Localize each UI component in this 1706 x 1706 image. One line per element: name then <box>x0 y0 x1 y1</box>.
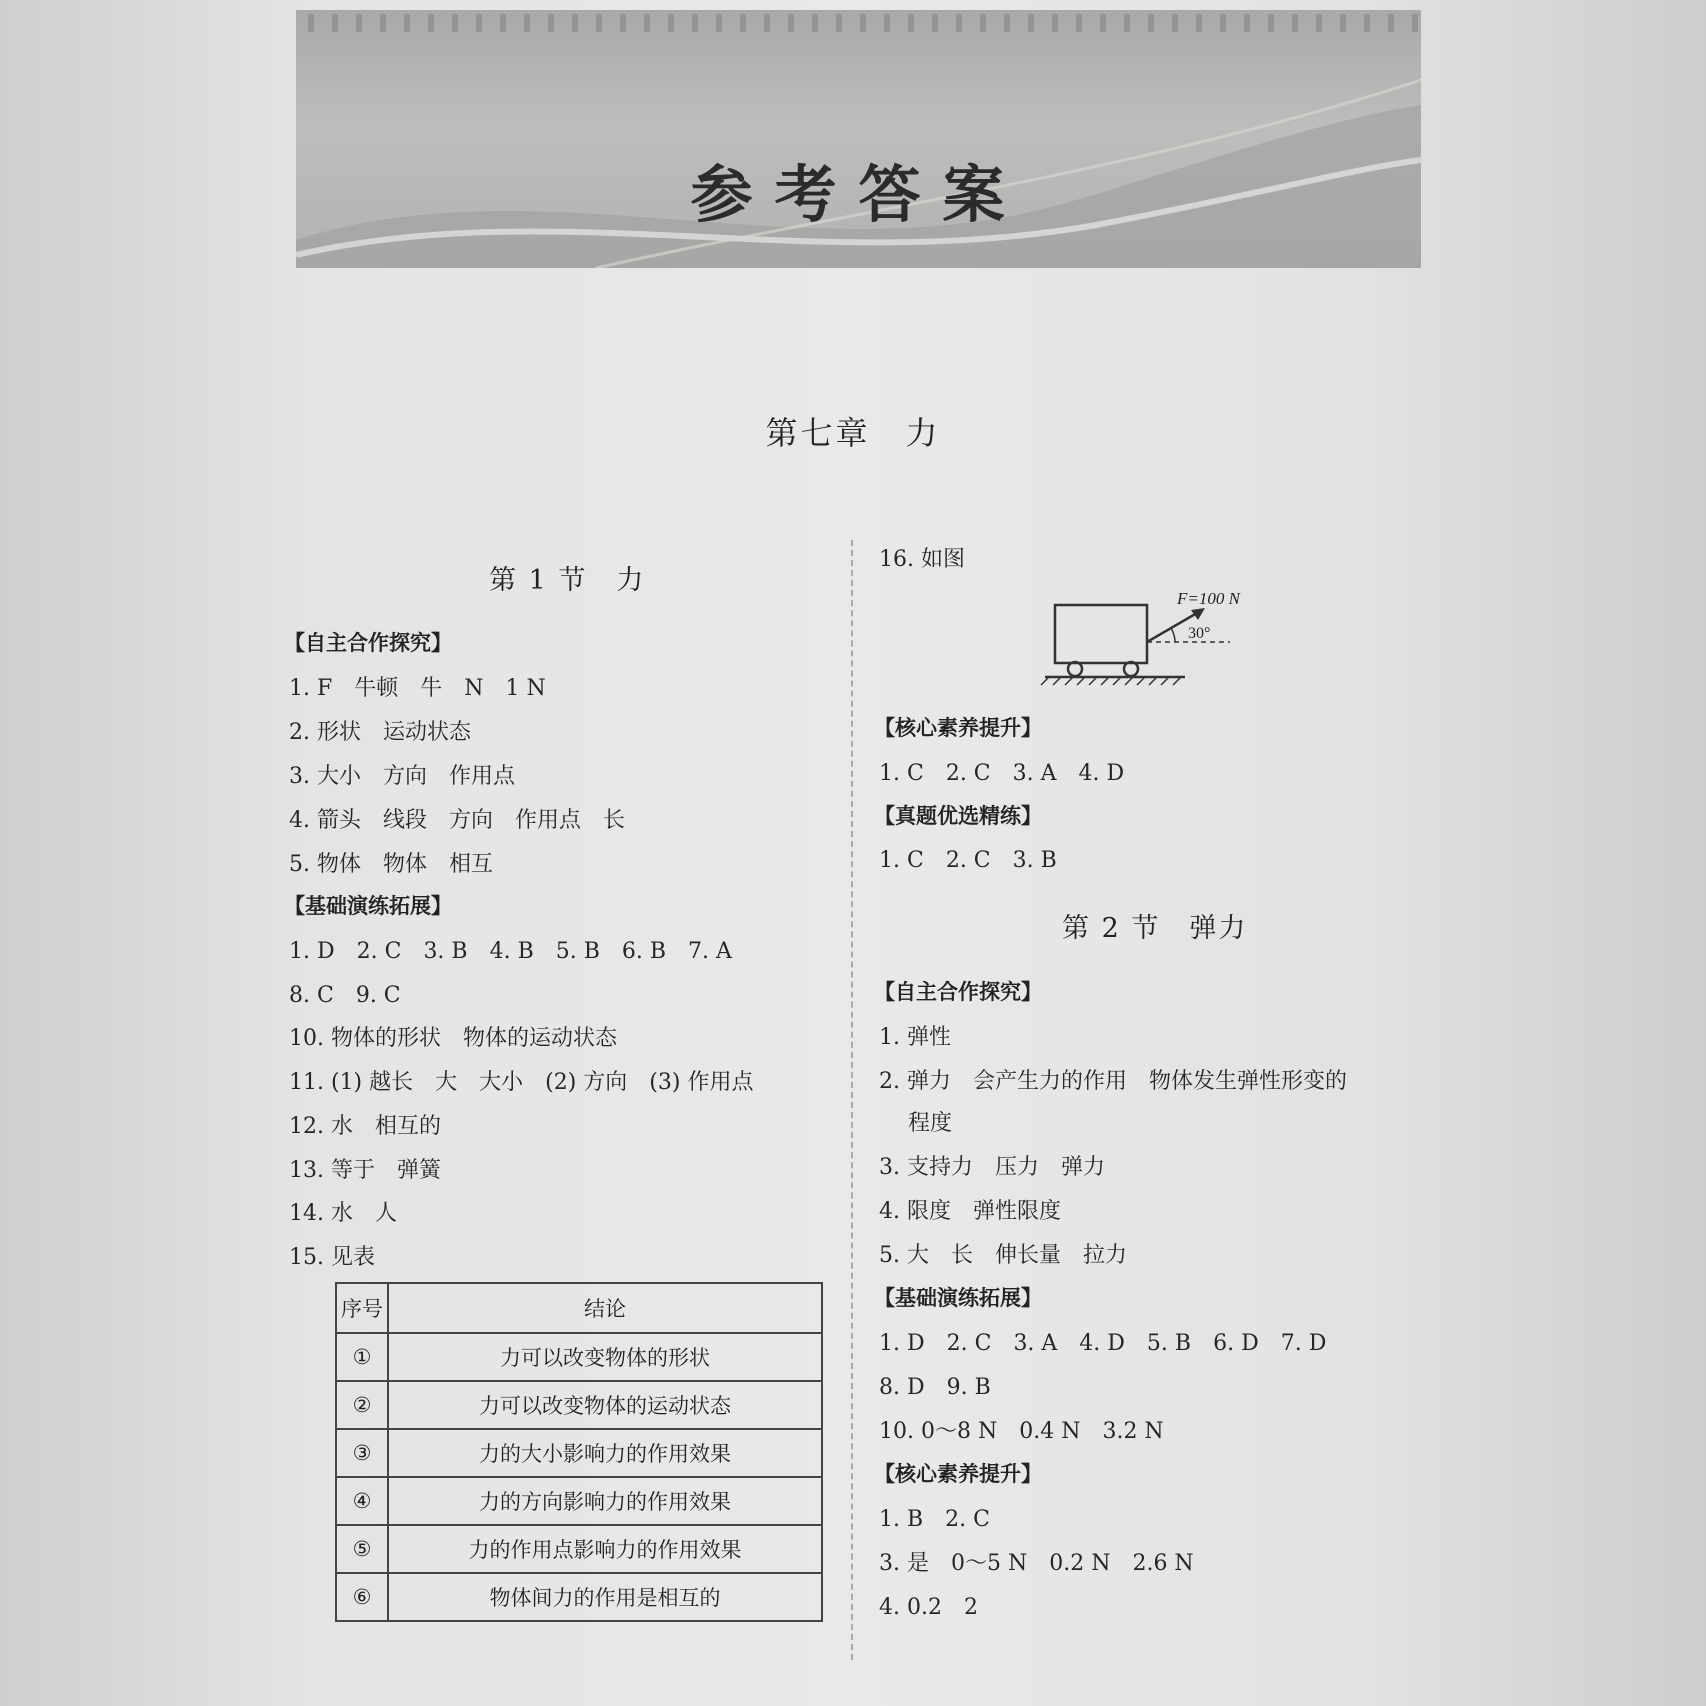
page-title: 参考答案 <box>690 158 1027 231</box>
heading-real-exam: 【真题优选精练】 <box>874 804 1042 828</box>
table-cell: 力的大小影响力的作用效果 <box>388 1429 822 1477</box>
answer-line: 1. B 2. C <box>879 1507 990 1532</box>
answer-line: 1. F 牛顿 牛 N 1 N <box>289 676 546 701</box>
table-header: 结论 <box>388 1283 822 1333</box>
table-cell: 物体间力的作用是相互的 <box>388 1573 822 1621</box>
table-cell: ⑤ <box>336 1525 388 1573</box>
angle-label: 30° <box>1188 625 1211 642</box>
answer-line: 3. 是 0～5 N 0.2 N 2.6 N <box>879 1551 1194 1576</box>
answer-line: 1. 弹性 <box>879 1025 951 1050</box>
conclusion-table <box>335 1282 823 1622</box>
answer-line: 4. 限度 弹性限度 <box>879 1199 1061 1224</box>
answer-line: 1. D 2. C 3. B 4. B 5. B 6. B 7. A <box>289 939 732 964</box>
table-cell: 力可以改变物体的形状 <box>388 1333 822 1381</box>
table-cell: ① <box>336 1333 388 1381</box>
heading-core-literacy: 【核心素养提升】 <box>874 716 1042 740</box>
answer-line: 2. 形状 运动状态 <box>289 720 471 745</box>
answer-line: 5. 大 长 伸长量 拉力 <box>879 1243 1127 1268</box>
table-cell: ② <box>336 1381 388 1429</box>
answer-line: 15. 见表 <box>289 1245 375 1270</box>
column-divider <box>851 540 853 1660</box>
answer-line: 10. 物体的形状 物体的运动状态 <box>289 1026 617 1051</box>
table-row <box>336 1333 822 1381</box>
heading-self-explore: 【自主合作探究】 <box>284 631 452 655</box>
heading-basic-practice: 【基础演练拓展】 <box>284 894 452 918</box>
header-banner <box>296 10 1421 268</box>
table-cell: 力的作用点影响力的作用效果 <box>388 1525 822 1573</box>
heading-basic-practice-2: 【基础演练拓展】 <box>874 1286 1042 1310</box>
table-row <box>336 1573 822 1621</box>
answer-line: 10. 0～8 N 0.4 N 3.2 N <box>879 1419 1164 1444</box>
table-cell: ⑥ <box>336 1573 388 1621</box>
answer-line: 1. C 2. C 3. B <box>879 848 1057 873</box>
answer-line: 程度 <box>879 1111 952 1136</box>
table-row <box>336 1525 822 1573</box>
answer-line: 4. 箭头 线段 方向 作用点 长 <box>289 808 625 833</box>
answer-line: 11. (1) 越长 大 大小 (2) 方向 (3) 作用点 <box>289 1070 754 1095</box>
heading-self-explore-2: 【自主合作探究】 <box>874 980 1042 1004</box>
section-1-title: 第 1 节 力 <box>489 565 646 596</box>
answer-line: 4. 0.2 2 <box>879 1595 978 1620</box>
heading-core-literacy-2: 【核心素养提升】 <box>874 1462 1042 1486</box>
table-row <box>336 1429 822 1477</box>
chapter-title: 第七章 力 <box>765 414 941 452</box>
answer-line: 3. 支持力 压力 弹力 <box>879 1155 1105 1180</box>
answer-line: 1. D 2. C 3. A 4. D 5. B 6. D 7. D <box>879 1331 1327 1356</box>
table-header: 序号 <box>336 1283 388 1333</box>
answer-line: 14. 水 人 <box>289 1201 397 1226</box>
force-label: F=100 N <box>1177 589 1240 608</box>
answer-line: 8. C 9. C <box>289 983 401 1008</box>
answer-line: 16. 如图 <box>879 547 965 572</box>
angle-arc <box>1171 628 1175 642</box>
answer-line: 1. C 2. C 3. A 4. D <box>879 761 1125 786</box>
table-cell: 力的方向影响力的作用效果 <box>388 1477 822 1525</box>
table-cell: 力可以改变物体的运动状态 <box>388 1381 822 1429</box>
answer-line: 12. 水 相互的 <box>289 1114 441 1139</box>
answer-line: 13. 等于 弹簧 <box>289 1158 441 1183</box>
table-cell: ③ <box>336 1429 388 1477</box>
answer-line: 2. 弹力 会产生力的作用 物体发生弹性形变的 <box>879 1069 1347 1094</box>
force-diagram <box>1035 580 1275 690</box>
answer-line: 8. D 9. B <box>879 1375 991 1400</box>
answer-line: 5. 物体 物体 相互 <box>289 852 493 877</box>
table-row <box>336 1477 822 1525</box>
table-header-row <box>336 1283 822 1333</box>
table-row <box>336 1381 822 1429</box>
table-cell: ④ <box>336 1477 388 1525</box>
cart-body <box>1055 605 1147 663</box>
answer-line: 3. 大小 方向 作用点 <box>289 764 515 789</box>
section-2-title: 第 2 节 弹力 <box>1062 913 1248 944</box>
